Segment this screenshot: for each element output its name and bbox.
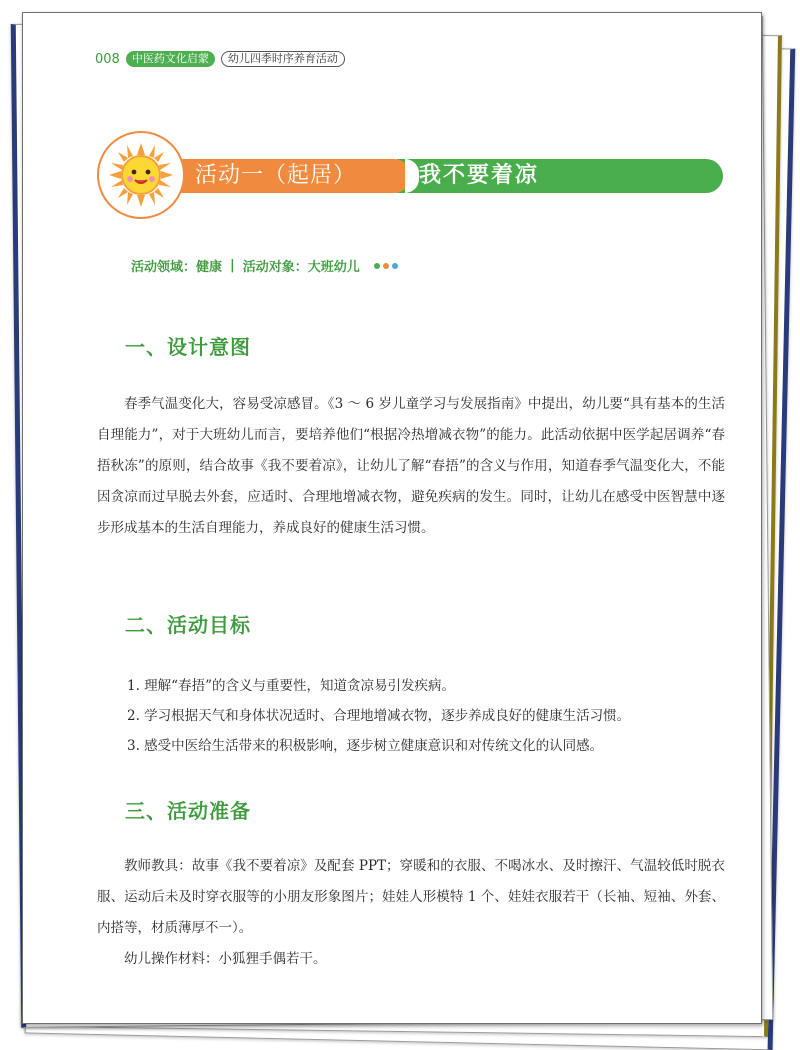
teacher-materials-paragraph: 教师教具：故事《我不要着凉》及配套 PPT；穿暖和的衣服、不喝冰水、及时擦汗、气温较低时脱衣服、运动后未及时穿衣服等的小朋友形象图片；娃娃人形模特 1 个、娃娃衣服若干（长袖、短袖、外套、内搭等，材质薄厚不一）。 — [97, 858, 725, 936]
meta-separator: | — [230, 258, 235, 273]
activity-title: 我不要着凉 — [419, 163, 540, 188]
green-dot-icon — [374, 263, 380, 269]
orange-dot-icon — [383, 263, 389, 269]
document-page — [22, 12, 762, 1024]
section-heading-goals: 二、活动目标 — [125, 613, 251, 637]
decorative-dots — [374, 263, 398, 269]
activity-label: 活动一（起居） — [195, 163, 357, 188]
design-paragraph: 春季气温变化大，容易受凉感冒。《3 ～ 6 岁儿童学习与发展指南》中提出，幼儿要“具有基本的生活自理能力”，对于大班幼儿而言，要培养他们“根据冷热增减衣物”的能力。此活动依据中医学起居调养“春捂秋冻”的原则，结合故事《我不要着凉》，让幼儿了解“春捂”的含义与作用，知道春季气温变化大，不能因贪凉而过早脱去外套，应适时、合理地增减衣物，避免疾病的发生。同时，让幼儿在感受中医智慧中逐步形成基本的生活自理能力，养成良好的健康生活习惯。 — [97, 396, 725, 536]
running-header — [95, 51, 345, 67]
book-title-badge: 幼儿四季时序养育活动 — [221, 51, 345, 67]
activity-target: 活动对象：大班幼儿 — [242, 260, 360, 275]
blue-dot-icon — [392, 263, 398, 269]
goal-item: 1. 理解“春捂”的含义与重要性，知道贪凉易引发疾病。 — [127, 678, 455, 694]
series-badge: 中医药文化启蒙 — [126, 51, 215, 67]
sun-badge — [97, 131, 185, 219]
goals-list — [127, 671, 630, 761]
goal-item: 2. 学习根据天气和身体状况适时、合理地增减衣物，逐步养成良好的健康生活习惯。 — [127, 708, 631, 724]
sun-face-icon — [107, 141, 175, 209]
goal-item: 3. 感受中医给生活带来的积极影响，逐步树立健康意识和对传统文化的认同感。 — [127, 738, 604, 754]
section-heading-preparation: 三、活动准备 — [125, 799, 251, 823]
activity-meta — [131, 256, 398, 275]
page-number: 008 — [95, 51, 120, 67]
child-materials-paragraph: 幼儿操作材料：小狐狸手偶若干。 — [124, 951, 327, 967]
activity-domain: 活动领域：健康 — [131, 260, 223, 275]
activity-banner — [97, 131, 729, 221]
section-heading-design: 一、设计意图 — [125, 335, 251, 359]
